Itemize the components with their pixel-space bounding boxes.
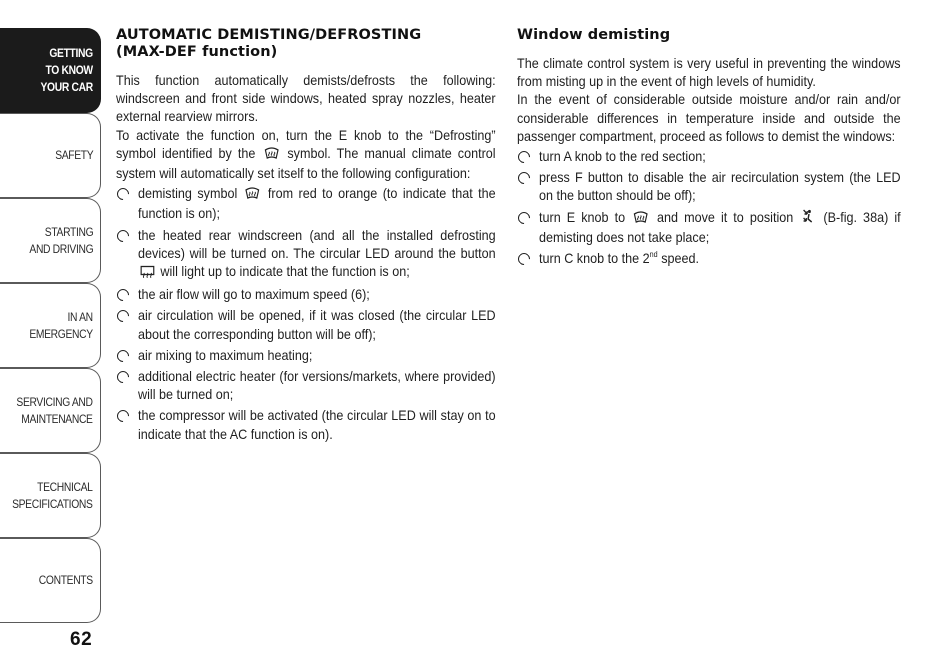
list-text: air circulation will be opened, if it was closed (the circular LED about the corresponding button will be off); [138,307,496,342]
list-text: press F button to disable the air recirculation system (the LED on the button should be off); [539,169,901,204]
list-item [517,208,901,246]
bullet-icon [115,227,132,244]
list-text: speed. [657,250,700,267]
paragraph [116,71,496,126]
section-title-max-def: AUTOMATIC DEMISTING/DEFROSTING (MAX-DEF function) [116,27,422,60]
tab-label: STARTING AND DRIVING [29,224,93,256]
paragraph [517,90,901,145]
tab-label: TECHNICAL SPECIFICATIONS [12,479,93,511]
list-item [517,168,901,204]
list-item [116,346,496,364]
bullet-icon [115,308,132,325]
list-text: the compressor will be activated (the circular LED will stay on to indicate that the AC function is on). [138,407,496,442]
list-text: additional electric heater (for versions/markets, where provided) will be turned on; [138,368,496,403]
bullet-icon [115,287,132,304]
tab-safety[interactable] [0,113,101,198]
bullet-icon [516,251,533,268]
section-title-window-demisting: Window demisting [517,27,671,43]
list-text: (B-fig. 38a) if demisting does not take place; [539,208,901,245]
right-column [517,27,901,270]
paragraph [517,54,901,90]
list-item [116,285,496,303]
tab-in-an-emergency[interactable] [0,283,101,368]
list-text: turn A knob to the red section; [539,148,706,165]
bullet-icon [516,209,533,226]
tab-label: SERVICING AND MAINTENANCE [16,394,94,426]
rear-window-defrost-icon [140,264,155,282]
tab-technical-specifications[interactable] [0,453,101,538]
tab-label: IN AN EMERGENCY [29,309,93,341]
demisting-steps-list [517,147,901,267]
tab-label: CONTENTS [38,573,93,587]
windscreen-defrost-icon [244,186,260,204]
tab-getting-to-know-your-car[interactable] [0,28,101,113]
list-item [116,184,496,222]
list-item [116,306,496,342]
list-text: the heated rear windscreen (and all the installed defrosting devices) will be turned on. The circular LED around the button [138,226,496,261]
left-column [116,27,496,446]
list-text: and move it to position [650,208,800,225]
list-text: from red to orange (to indicate that the function is on); [138,185,496,222]
list-text: turn E knob to [539,208,632,225]
bullet-icon [115,408,132,425]
configuration-list [116,184,496,443]
paragraph-text: This function automatically demists/defrosts the following: windscreen and front side windows, heated spray nozzles, heater external rearview mirrors. [116,72,496,125]
windscreen-defrost-icon [633,210,649,228]
tab-starting-and-driving[interactable] [0,198,101,283]
list-text: air mixing to maximum heating; [138,346,313,363]
page-number: 62 [70,629,93,650]
paragraph-text: In the event of considerable outside moisture and/or rain and/or considerable differences in temperature inside and outside the passenger compartment, proceed as follows to demist the windows: [517,91,901,144]
tab-label: GETTING TO KNOW YOUR CAR [40,46,93,94]
paragraph-text: symbol. The manual climate control system will automatically set itself to the following configuration: [116,144,496,182]
paragraph-text: The climate control system is very useful in preventing the windows from misting up in the event of high levels of humidity. [517,55,901,90]
windscreen-defrost-icon [263,146,279,164]
paragraph [116,126,496,183]
feet-windscreen-airflow-icon [801,209,815,228]
bullet-icon [115,347,132,364]
bullet-icon [516,149,533,166]
tab-contents[interactable] [0,538,101,623]
tab-label: SAFETY [54,148,93,162]
bullet-icon [516,170,533,187]
bullet-icon [115,186,132,203]
list-item [517,249,901,267]
list-text: turn C knob to the 2 [539,250,650,267]
ordinal-suffix: nd [649,250,658,260]
bullet-icon [115,369,132,386]
list-item [116,406,496,442]
list-text: will light up to indicate that the function is on; [156,263,410,280]
tab-servicing-and-maintenance[interactable] [0,368,101,453]
list-item [116,367,496,403]
list-item [116,226,496,283]
list-item [517,147,901,165]
paragraph-text: To activate the function on, turn the E knob to the “Defrosting” symbol identified by the [116,126,496,161]
list-text: the air flow will go to maximum speed (6); [138,286,370,303]
list-text: demisting symbol [138,185,243,202]
